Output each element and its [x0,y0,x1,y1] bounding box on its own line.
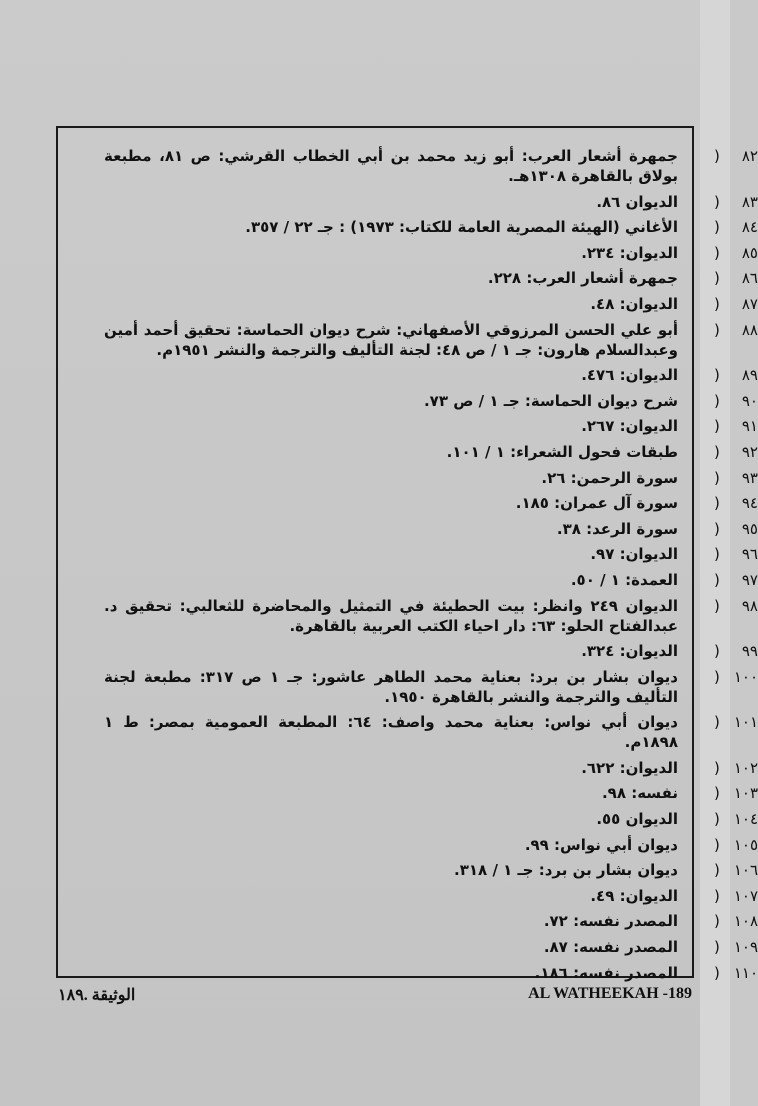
endnote-item [104,519,758,539]
endnote-text: شرح ديوان الحماسة: جـ ١ / ص ٧٣. [423,391,678,410]
endnote-number [714,544,758,564]
endnote-text: الديوان: ٤٧٦. [581,366,678,385]
endnote-text: العمدة: ١ / ٥٠. [570,570,678,589]
endnote-item [104,886,758,906]
endnote-paren: ) [714,366,720,385]
endnote-number-value: ٨٤ [741,218,758,237]
endnote-text: ديوان بشار بن برد: بعناية محمد الطاهر عاشور: جـ ١ ص ٣١٧: مطبعة لجنة التأليف والترجمة والنشر بالقاهرة ١٩٥٠. [104,667,678,706]
endnote-text: نفسه: ٩٨. [601,784,678,803]
endnote-text: أبو علي الحسن المرزوقي الأصفهاني: شرح ديوان الحماسة: تحقيق أحمد أمين وعبدالسلام هارون: جـ ١ / ص ٤٨: لجنة التأليف والترجمة والنشر ١٩٥١م. [104,320,678,359]
endnote-item [104,963,758,983]
endnote-paren: ) [714,269,720,288]
endnote-item [104,544,758,564]
endnote-text: الديوان ٢٤٩ وانظر: بيت الحطيئة في التمثيل والمحاضرة للثعالبي: تحقيق د. عبدالفتاح الحلو: ٦٣: دار احياء الكتب العربية بالقاهرة. [104,596,678,635]
endnote-item [104,493,758,513]
endnote-number [714,860,758,880]
endnote-number-value: ١٠٢ [733,758,758,777]
endnote-item [104,937,758,957]
endnote-paren: ) [714,835,720,854]
endnote-number-value: ١٠٧ [733,886,758,905]
endnote-number-value: ٩٢ [741,442,758,461]
endnote-text: المصدر نفسه: ١٨٦. [534,963,678,982]
endnote-number-value: ١١٠ [733,963,758,982]
endnote-item [104,146,758,186]
endnote-paren: ) [714,713,720,732]
endnote-paren: ) [714,810,720,829]
endnote-item [104,641,758,661]
footer-arabic-title: الوثيقة .١٨٩ [58,987,136,1004]
endnote-number-value: ٩٩ [741,642,758,661]
endnote-paren: ) [714,192,720,211]
endnote-number [714,519,758,539]
endnote-item [104,416,758,436]
endnote-paren: ) [714,758,720,777]
endnote-text: الأغاني (الهيئة المصرية العامة للكتاب: ١٩٧٣) : جـ ٢٢ / ٣٥٧. [245,218,678,237]
endnote-number [714,937,758,957]
endnote-item [104,596,758,636]
endnote-text: المصدر نفسه: ٧٢. [543,912,678,931]
page-footer [56,983,694,1007]
endnote-number [714,243,758,263]
endnote-number-value: ٩٤ [741,494,758,513]
endnote-item [104,243,758,263]
endnote-text: سورة آل عمران: ١٨٥. [515,494,678,513]
endnote-number-value: ٨٣ [741,192,758,211]
endnote-number-value: ٩٧ [741,570,758,589]
endnote-number [714,596,758,616]
endnote-number-value: ١٠١ [733,713,758,732]
endnote-number-value: ٩٦ [741,545,758,564]
endnote-text: الديوان: ٢٣٤. [581,243,678,262]
endnote-paren: ) [714,886,720,905]
endnote-item [104,442,758,462]
endnote-number [714,963,758,983]
endnote-number [714,783,758,803]
endnote-paren: ) [714,494,720,513]
endnote-number [714,192,758,212]
endnote-text: طبقات فحول الشعراء: ١ / ١٠١. [446,442,678,461]
endnote-number-value: ٩١ [741,417,758,436]
endnote-number [714,570,758,590]
endnotes-list [104,146,758,988]
endnote-number-value: ١٠٥ [733,835,758,854]
footer-latin-title: AL WATHEEKAH -189 [528,985,692,1002]
endnote-item [104,570,758,590]
endnote-paren: ) [714,938,720,957]
endnote-item [104,835,758,855]
endnote-number [714,712,758,732]
endnote-number-value: ١٠٠ [733,667,758,686]
endnote-text: الديوان: ٦٢٢. [581,758,678,777]
endnote-paren: ) [714,519,720,538]
endnote-number-value: ٨٦ [741,269,758,288]
endnote-item [104,217,758,237]
endnote-text: الديوان: ٢٦٧. [581,417,678,436]
endnote-paren: ) [714,417,720,436]
endnote-paren: ) [714,784,720,803]
endnote-item [104,809,758,829]
endnote-number [714,493,758,513]
endnote-number [714,442,758,462]
endnote-paren: ) [714,545,720,564]
endnote-number [714,468,758,488]
endnote-paren: ) [714,147,720,165]
endnote-text: سورة الرحمن: ٢٦. [541,468,678,487]
endnote-number [714,217,758,237]
endnote-text: الديوان: ٤٩. [590,886,678,905]
endnote-number [714,416,758,436]
endnote-number-value: ٩٥ [741,519,758,538]
endnote-text: المصدر نفسه: ٨٧. [543,938,678,957]
endnote-paren: ) [714,570,720,589]
endnote-item [104,712,758,752]
endnote-item [104,758,758,778]
endnote-text: الديوان ٨٦. [596,192,678,211]
endnote-text: الديوان: ٤٨. [590,294,678,313]
endnote-item [104,667,758,707]
endnote-item [104,783,758,803]
endnote-text: ديوان أبي نواس: ٩٩. [524,835,678,854]
endnote-paren: ) [714,468,720,487]
endnote-paren: ) [714,218,720,237]
endnote-text: ديوان بشار بن برد: جـ ١ / ٣١٨. [454,861,678,880]
endnote-number-value: ٨٥ [741,243,758,262]
endnote-number-value: ٨٧ [741,294,758,313]
endnote-item [104,268,758,288]
endnote-item [104,391,758,411]
endnote-number-value: ٩٠ [741,391,758,410]
endnote-number-value: ٨٨ [741,320,758,339]
endnote-number-value: ٨٩ [741,366,758,385]
endnote-item [104,192,758,212]
endnote-number [714,809,758,829]
endnote-number-value: ٨٢ [741,147,758,165]
endnote-number [714,294,758,314]
endnote-number [714,320,758,340]
endnote-text: جمهرة أشعار العرب: ٢٢٨. [487,269,678,288]
endnote-number [714,758,758,778]
endnote-paren: ) [714,391,720,410]
endnote-number [714,641,758,661]
endnote-number-value: ١٠٦ [733,861,758,880]
endnote-number [714,911,758,931]
endnote-number-value: ٩٨ [741,596,758,615]
endnote-paren: ) [714,667,720,686]
endnote-text: الديوان: ٣٢٤. [581,642,678,661]
endnote-number [714,365,758,385]
endnote-paren: ) [714,642,720,661]
endnote-number [714,146,758,166]
endnote-text: الديوان: ٩٧. [590,545,678,564]
endnote-item [104,911,758,931]
endnote-number-value: ٩٣ [741,468,758,487]
endnote-item [104,468,758,488]
endnote-number [714,667,758,687]
endnote-paren: ) [714,243,720,262]
endnote-paren: ) [714,294,720,313]
endnote-text: ديوان أبي نواس: بعناية محمد واصف: ٦٤: المطبعة العمومية بمصر: ط ١ ١٨٩٨م. [104,713,679,752]
endnote-number-value: ١٠٩ [733,938,758,957]
endnote-paren: ) [714,596,720,615]
endnote-number [714,886,758,906]
endnote-number-value: ١٠٤ [733,810,758,829]
endnote-paren: ) [714,320,720,339]
endnote-text: الديوان ٥٥. [596,810,678,829]
endnote-number [714,835,758,855]
endnote-text: جمهرة أشعار العرب: أبو زيد محمد بن أبي الخطاب القرشي: ص ٨١، مطبعة بولاق بالقاهرة ١٣٠٨هـ. [104,147,678,185]
endnote-item [104,365,758,385]
endnote-number [714,391,758,411]
endnote-number [714,268,758,288]
endnote-paren: ) [714,912,720,931]
endnote-number-value: ١٠٨ [733,912,758,931]
endnote-paren: ) [714,963,720,982]
endnote-number-value: ١٠٣ [733,784,758,803]
endnote-paren: ) [714,861,720,880]
endnote-text: سورة الرعد: ٣٨. [556,519,678,538]
endnote-item [104,294,758,314]
endnote-item [104,860,758,880]
endnote-paren: ) [714,442,720,461]
endnote-item [104,320,758,360]
